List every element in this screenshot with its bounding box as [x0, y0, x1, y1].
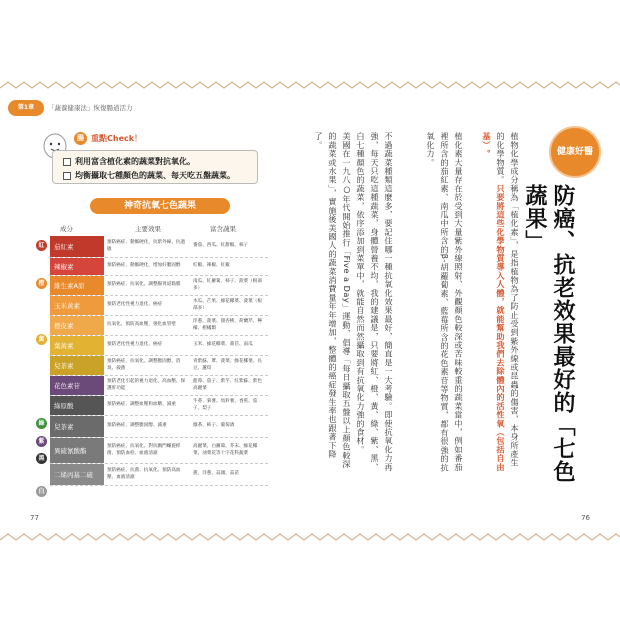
- color-label-chip: 橙: [36, 278, 47, 289]
- row-effect: 預防癌症、調整膽固醇、減重: [107, 423, 167, 429]
- row-nutrient: 花色素苷: [50, 376, 104, 395]
- left-page: [0, 88, 310, 528]
- table-row: [50, 276, 268, 296]
- table-row: [50, 336, 268, 356]
- table-row: [50, 376, 268, 396]
- row-foods: 牛蒡、菊薯、馬鈴薯、香蕉、茄子、梨子: [193, 399, 258, 411]
- bottom-zigzag-border: [0, 532, 620, 542]
- row-effect: 預防癌症、動脈硬化、抗紫外線、抗過敏: [107, 240, 186, 252]
- row-foods: 南瓜、紅蘿蔔、柿子、菠菜（根部多）: [193, 279, 262, 291]
- table-row: [50, 416, 268, 438]
- row-nutrient: 兒茶素: [50, 356, 104, 375]
- table-row: [50, 438, 268, 464]
- row-effect: 預防老化性視力退化、癌症: [107, 342, 163, 348]
- row-nutrient: 辣椒素: [50, 258, 104, 275]
- row-effect: 預防癌症、抗氧化、對抗幽門螺旋桿菌、預防血栓、血液清澈: [107, 444, 181, 456]
- column-header: 成分: [60, 225, 73, 233]
- row-effect: 預防癌症、調整血壓和血糖、減重: [107, 402, 176, 408]
- row-nutrient: 茄紅素: [50, 236, 104, 257]
- row-foods: 紅椒、辣椒、紅椒: [193, 263, 230, 269]
- row-nutrient: 綠原酸: [50, 396, 104, 415]
- table-row: [50, 296, 268, 316]
- check-badge-icon: 腸: [74, 132, 87, 145]
- row-effect: 預防癌症、抗氧化、調整腸胃道黏膜: [107, 282, 181, 288]
- row-nutrient: 玉米黃素: [50, 296, 104, 315]
- check-title: 重點Check！: [91, 134, 143, 143]
- row-foods: 蔥、洋蔥、蒜頭、蒜苗: [193, 471, 239, 477]
- checkbox-icon: [63, 172, 71, 180]
- check-item-text: 利用富含植化素的蔬菜對抗氧化。: [75, 157, 195, 166]
- check-item: [63, 170, 235, 181]
- table-row: [50, 396, 268, 416]
- color-label-chip: 黑: [36, 453, 47, 464]
- color-label-chip: 紅: [36, 240, 47, 251]
- body-paragraph: 美國在一九八○年代開始推行「Five a Day」運動，倡導「每日攝取五盤以上顏色較深的蔬菜或水果」，實施後美國人的蔬菜消費量年年增加，整體的癌症發生率也跟著下降了。: [314, 132, 352, 469]
- page-number: 76: [581, 514, 590, 522]
- paragraph-text: 植物化學成分稱為「植化素」，是指植物為了防止受到紫外線或昆蟲的傷害，本身所產生的化學物質。: [496, 132, 520, 468]
- row-effect: 預防老化引起的視力退化、高血壓、保護肝功能: [107, 379, 186, 391]
- check-box: [52, 150, 258, 184]
- row-foods: 高麗菜、白蘿蔔、芥末、綠花椰菜、油菜花等十字花科蔬菜: [193, 444, 258, 456]
- highlight-text: 只要將這些化學物質導入人體，就能幫助我們去除體內的活性氧（包括自由基）。: [482, 132, 506, 472]
- row-nutrient: 兒茶素: [50, 416, 104, 437]
- body-paragraph: [480, 132, 522, 472]
- row-nutrient: 橙皮素: [50, 316, 104, 335]
- color-label-chip: 綠: [36, 418, 47, 429]
- row-foods: 青紫蘇、蕈、菠菜、綠花椰菜、長豆、蘆筍: [193, 359, 262, 371]
- row-effect: 預防癌症、抗氧化、調整膽固醇、消臭、殺菌: [107, 359, 181, 371]
- table-row: [50, 316, 268, 336]
- check-item-text: 均衡攝取七種顏色的蔬菜、每天吃五盤蔬菜。: [75, 171, 235, 180]
- column-header: 富含蔬果: [210, 225, 236, 233]
- table-row: [50, 236, 268, 258]
- row-foods: 洋蔥、菠菜、甜杏桃、荷蘭芹、檸檬、柑橘類: [193, 319, 262, 331]
- page-headline: 防癌、抗老效果最好的「七色蔬果」: [522, 184, 575, 483]
- color-label-chip: 白: [36, 486, 47, 497]
- checkbox-icon: [63, 158, 71, 166]
- table-row: [50, 464, 268, 486]
- row-nutrient: 葉黃素: [50, 336, 104, 355]
- row-effect: 預防癌症、抗菌、抗氧化、預防高血壓、血液清澈: [107, 468, 181, 480]
- chapter-tab: 第1章: [8, 100, 44, 116]
- row-effect: 預防老化性視力退化、癌症: [107, 302, 163, 308]
- row-foods: 綠茶、柿子、葡萄酒: [193, 423, 235, 429]
- row-foods: 木瓜、芒果、綠花椰菜、菠菜（根部多）: [193, 299, 262, 311]
- body-paragraph: 植化素大量存在於受到大量紫外線照射、外觀顏色較深或苦味較重的蔬菜當中，例如番茄裡所含的茄紅素、南瓜中所含的β-胡蘿蔔素、藍莓所含的花色素苷等物質，都有很強的抗氧化力。: [426, 132, 464, 472]
- column-header: 主要效果: [135, 225, 161, 233]
- section-badge: 健康好醫: [549, 126, 601, 178]
- table-title: 神奇抗氧七色蔬果: [90, 198, 230, 214]
- running-head: 「蔬養健康法」恢復腸道活力: [48, 104, 133, 112]
- row-effect: 抗氧化、預防高血壓，強化血管壁: [107, 322, 176, 328]
- page-number: 77: [30, 514, 39, 522]
- row-effect: 預防癌症、動脈硬化，增加好膽固醇: [107, 263, 181, 269]
- color-label-chip: 紫: [36, 436, 47, 447]
- row-foods: 藍莓、茄子、紫芋、紅紫蘇、紫色高麗菜: [193, 379, 262, 391]
- row-nutrient: 二烯丙基二硫: [50, 464, 104, 485]
- table-row: [50, 356, 268, 376]
- row-nutrient: 維生素A原: [50, 276, 104, 295]
- right-page: [310, 88, 620, 528]
- color-label-chip: 黃: [36, 334, 47, 345]
- row-nutrient: 異硫氰酸酯: [50, 438, 104, 463]
- check-heading: [74, 132, 142, 145]
- table-row: [50, 258, 268, 276]
- body-paragraph: 不過蔬菜種類這麼多，要記住哪一種抗氧化效果最好，簡直是一大考驗。即使抗氧化力再強，每天只吃這種蔬菜，身體營養不均，我的建議是，只要將紅、橙、黃、綠、紫、黑、白七種顏色的蔬菜，依序添加到菜單中，就能自然而然攝取到有抗氧化力強的食材。: [356, 132, 394, 472]
- row-foods: 番茄、西瓜、紅甜椒、柿子: [193, 243, 249, 249]
- check-item: [63, 156, 195, 167]
- row-foods: 玉米、綠花椰菜、萵苣、南瓜: [193, 342, 253, 348]
